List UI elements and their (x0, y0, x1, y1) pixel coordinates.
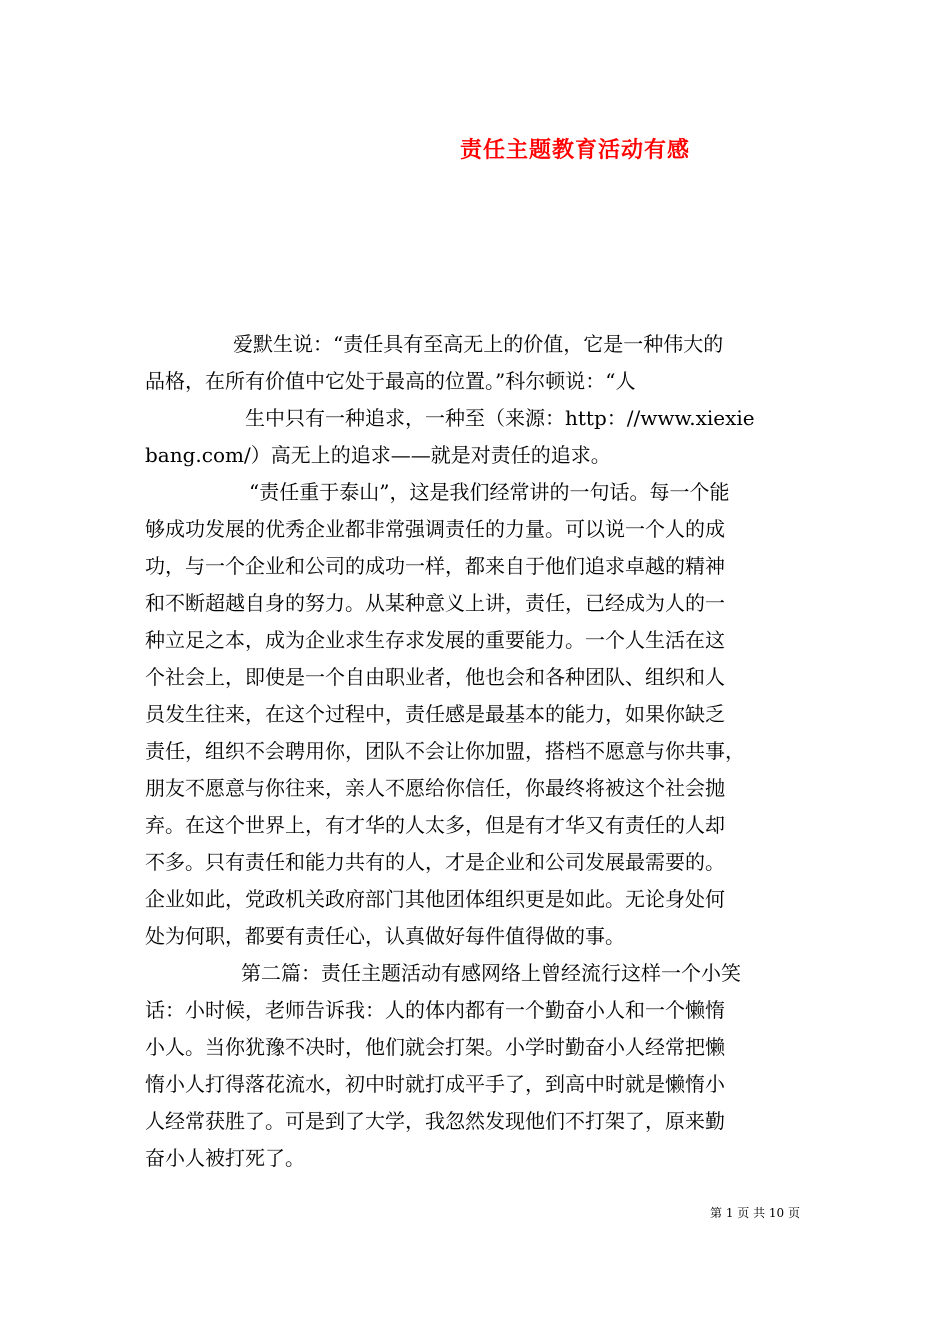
paragraph-2 (145, 400, 809, 474)
document-title: 责任主题教育活动有感 (459, 137, 690, 163)
text-line: 品格，在所有价值中它处于最高的位置。”科尔顿说：“人 (145, 369, 636, 393)
text-line: 功，与一个企业和公司的成功一样，都来自于他们追求卓越的精神 (145, 554, 725, 578)
text-line: 奋小人被打死了。 (145, 1146, 305, 1170)
paragraph-1 (145, 326, 809, 400)
text-line: 和不断超越自身的努力。从某种意义上讲，责任，已经成为人的一 (145, 591, 725, 615)
text-line: 生中只有一种追求，一种至（来源：http：//www.xiexie (245, 406, 755, 430)
text-line: 处为何职，都要有责任心，认真做好每件值得做的事。 (145, 924, 625, 948)
text-line: 爱默生说：“责任具有至高无上的价值，它是一种伟大的 (233, 332, 724, 356)
paragraph-3 (145, 474, 809, 955)
text-line: 弃。在这个世界上，有才华的人太多，但是有才华又有责任的人却 (145, 813, 725, 837)
text-line: 第二篇：责任主题活动有感网络上曾经流行这样一个小笑 (241, 961, 741, 985)
text-line: bang.com/）高无上的追求——就是对责任的追求。 (145, 443, 611, 467)
text-line: 个社会上，即使是一个自由职业者，他也会和各种团队、组织和人 (145, 665, 725, 689)
text-line: 够成功发展的优秀企业都非常强调责任的力量。可以说一个人的成 (145, 517, 725, 541)
text-line: 责任，组织不会聘用你，团队不会让你加盟，搭档不愿意与你共事， (145, 739, 745, 763)
text-line: “责任重于泰山”，这是我们经常讲的一句话。每一个能 (249, 480, 730, 504)
text-line: 惰小人打得落花流水，初中时就打成平手了，到高中时就是懒惰小 (145, 1072, 725, 1096)
text-line: 人经常获胜了。可是到了大学，我忽然发现他们不打架了，原来勤 (145, 1109, 725, 1133)
text-line: 话：小时候，老师告诉我：人的体内都有一个勤奋小人和一个懒惰 (145, 998, 725, 1022)
text-line: 小人。当你犹豫不决时，他们就会打架。小学时勤奋小人经常把懒 (145, 1035, 725, 1059)
text-line: 朋友不愿意与你往来，亲人不愿给你信任，你最终将被这个社会抛 (145, 776, 725, 800)
text-line: 种立足之本，成为企业求生存求发展的重要能力。一个人生活在这 (145, 628, 725, 652)
document-body (145, 326, 809, 1177)
text-line: 企业如此，党政机关政府部门其他团体组织更是如此。无论身处何 (145, 887, 725, 911)
text-line: 不多。只有责任和能力共有的人，才是企业和公司发展最需要的。 (145, 850, 725, 874)
text-line: 员发生往来，在这个过程中，责任感是最基本的能力，如果你缺乏 (145, 702, 725, 726)
page-number-footer: 第 1 页 共 10 页 (710, 1206, 800, 1220)
paragraph-4 (145, 955, 809, 1177)
